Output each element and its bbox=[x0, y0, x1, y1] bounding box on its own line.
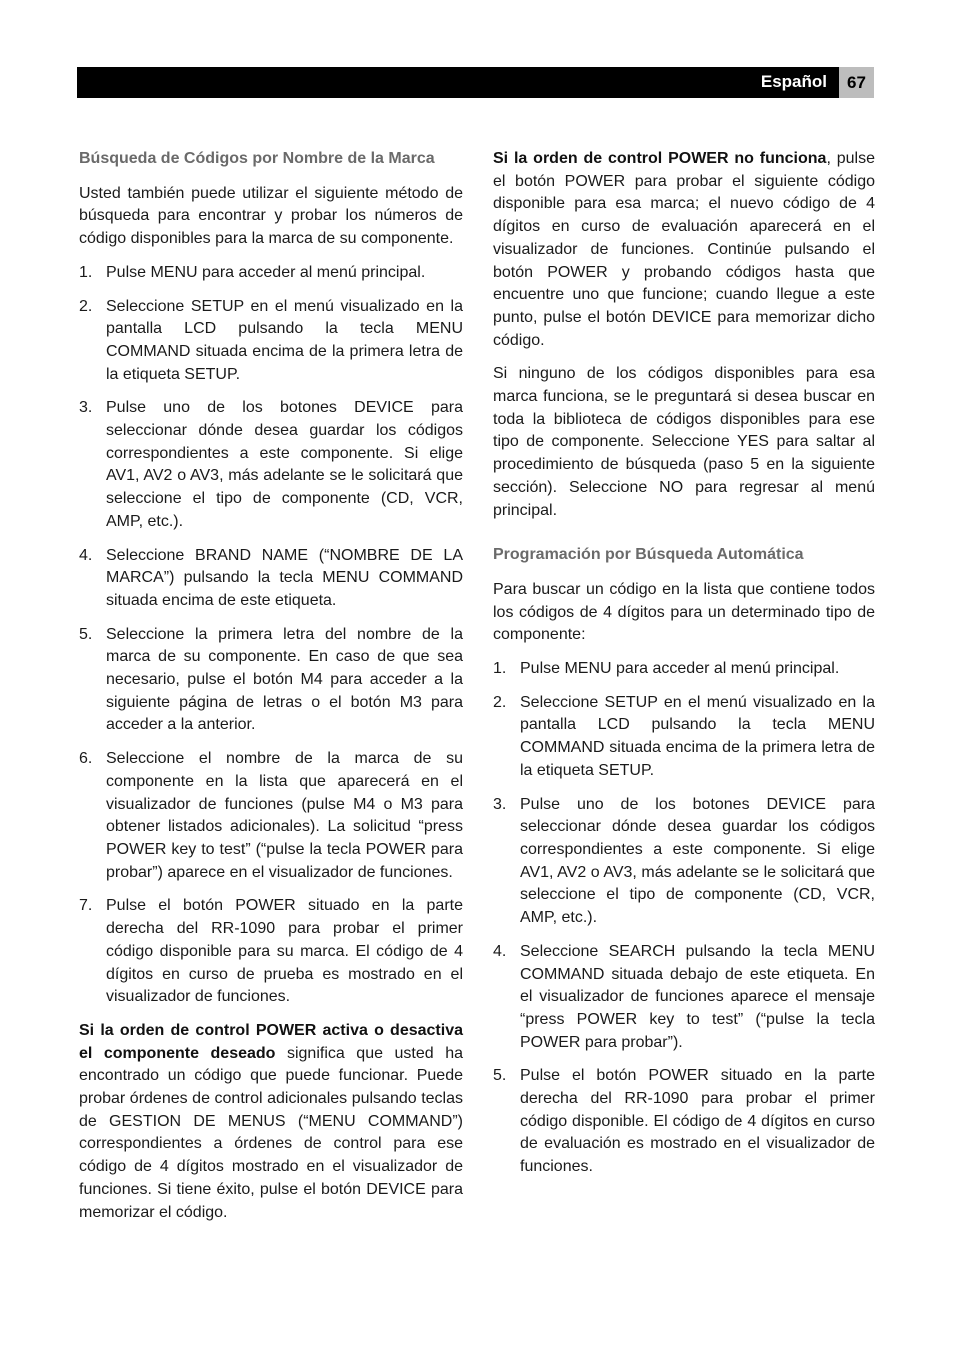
list-item bbox=[493, 692, 875, 783]
step-text: Seleccione la primera letra del nombre de la marca de su componente. En caso de que sea necesario, pulse el botón M4 para acceder a la siguiente página de letras o el botón M3 para acceder a la anterior. bbox=[106, 625, 463, 734]
step-text: Pulse el botón POWER situado en la parte derecha del RR-1090 para probar el primer código disponible. El código de 4 dígitos en curso de evaluación es mostrado en el visualizador de funciones. bbox=[520, 1067, 875, 1176]
left-column bbox=[79, 148, 463, 1235]
list-item bbox=[493, 794, 875, 930]
none-work-paragraph: Si ninguno de los códigos disponibles para esa marca funciona, se le preguntará si desea buscar en toda la biblioteca de códigos disponibles para ese tipo de componente. Seleccione YES para saltar al procedimiento de búsqueda (paso 5 en la siguiente sección). Seleccione NO para regresar al menú principal. bbox=[493, 365, 875, 519]
step-text: Seleccione SETUP en el menú visualizado en la pantalla LCD pulsando la tecla MENU COMMAND situada encima de la primera letra de la etiqueta SETUP. bbox=[106, 297, 463, 383]
list-item bbox=[79, 262, 463, 285]
power-ok-bold: Si la orden de control POWER activa o desactiva el componente deseado bbox=[79, 1021, 463, 1062]
step-text: Seleccione SEARCH pulsando la tecla MENU COMMAND situada debajo de este etiqueta. En el visualizador de funciones aparece el mensaje “press POWER key to test” (“pulse la tecla POWER para probar”). bbox=[520, 942, 875, 1051]
page-number: 67 bbox=[839, 67, 874, 98]
step-number: 2. bbox=[493, 693, 507, 711]
header-language: Español bbox=[760, 72, 827, 91]
list-item bbox=[493, 941, 875, 1055]
list-item bbox=[79, 624, 463, 738]
step-text: Pulse MENU para acceder al menú principal. bbox=[520, 660, 840, 678]
step-text: Seleccione SETUP en el menú visualizado en la pantalla LCD pulsando la tecla MENU COMMAND situada encima de la primera letra de la etiqueta SETUP. bbox=[520, 693, 875, 779]
step-number: 7. bbox=[79, 897, 93, 915]
step-text: Pulse MENU para acceder al menú principal. bbox=[106, 263, 426, 281]
step-number: 4. bbox=[493, 942, 507, 960]
power-fail-text: , pulse el botón POWER para probar el siguiente código disponible para esa marca; el nuevo código de 4 dígitos en curso de evaluación aparecerá en el visualizador de funciones. Continúe pulsando el botón POWER y probando códigos hasta que encuentre uno que funcione; cuando llegue a este punto, pulse el botón DEVICE para memorizar dicho código. bbox=[493, 150, 876, 349]
power-ok-text: significa que usted ha encontrado un código que puede funcionar. Puede probar órdenes de control adicionales pulsando teclas de GESTION DE MENUS (“MENU COMMAND”) correspondientes a órdenes de control para ese código de 4 dígitos mostrado en el visualizador de funciones. Si tiene éxito, pulse el botón DEVICE para memorizar el código. bbox=[79, 1044, 463, 1221]
step-number: 6. bbox=[79, 750, 93, 768]
step-text: Pulse el botón POWER situado en la parte derecha del RR-1090 para probar el primer código disponible para su marca. El código de 4 dígitos en curso de prueba es mostrado en el visualizador de funciones. bbox=[106, 897, 463, 1006]
right-steps bbox=[493, 658, 875, 1179]
power-ok-paragraph bbox=[79, 1020, 463, 1224]
list-item bbox=[79, 748, 463, 884]
step-number: 1. bbox=[79, 263, 93, 281]
list-item bbox=[79, 397, 463, 533]
step-number: 3. bbox=[79, 399, 93, 417]
power-fail-bold: Si la orden de control POWER no funciona bbox=[493, 150, 827, 167]
power-fail-paragraph bbox=[493, 148, 875, 352]
left-steps bbox=[79, 262, 463, 1009]
section-heading-brand-search: Búsqueda de Códigos por Nombre de la Marca bbox=[79, 150, 435, 167]
step-number: 2. bbox=[79, 297, 93, 315]
list-item bbox=[79, 895, 463, 1009]
list-item bbox=[493, 1065, 875, 1179]
step-number: 3. bbox=[493, 795, 507, 813]
step-number: 5. bbox=[79, 625, 93, 643]
step-number: 5. bbox=[493, 1067, 507, 1085]
step-number: 4. bbox=[79, 546, 93, 564]
step-text: Pulse uno de los botones DEVICE para seleccionar dónde desea guardar los códigos correspondientes a este componente. Si elige AV1, AV2 o AV3, más adelante se le solicitará que seleccione el tipo de componente (CD, VCR, AMP, etc.). bbox=[520, 795, 875, 927]
right-column bbox=[493, 148, 875, 1190]
left-intro: Usted también puede utilizar el siguiente método de búsqueda para encontrar y probar los números de código disponibles para la marca de su componente. bbox=[79, 184, 463, 248]
section-heading-auto-search: Programación por Búsqueda Automática bbox=[493, 546, 804, 564]
step-number: 1. bbox=[493, 660, 507, 678]
list-item bbox=[493, 658, 875, 681]
step-text: Seleccione el nombre de la marca de su componente en la lista que aparecerá en el visualizador de funciones (pulse M4 o M3 para obtener listados adicionales). La solicitud “press POWER key to test” (“pulse la tecla POWER para probar”) aparece en el visualizador de funciones. bbox=[106, 750, 463, 881]
right-intro: Para buscar un código en la lista que contiene todos los códigos de 4 dígitos para un determinado tipo de componente: bbox=[493, 580, 875, 644]
header-bar bbox=[77, 67, 839, 98]
list-item bbox=[79, 545, 463, 613]
step-text: Seleccione BRAND NAME (“NOMBRE DE LA MARCA”) pulsando la tecla MENU COMMAND situada encima de este etiqueta. bbox=[106, 546, 463, 609]
list-item bbox=[79, 296, 463, 387]
step-text: Pulse uno de los botones DEVICE para seleccionar dónde desea guardar los códigos correspondientes a este componente. Si elige AV1, AV2 o AV3, más adelante se le solicitará que seleccione el tipo de componente (CD, VCR, AMP, etc.). bbox=[106, 399, 463, 530]
